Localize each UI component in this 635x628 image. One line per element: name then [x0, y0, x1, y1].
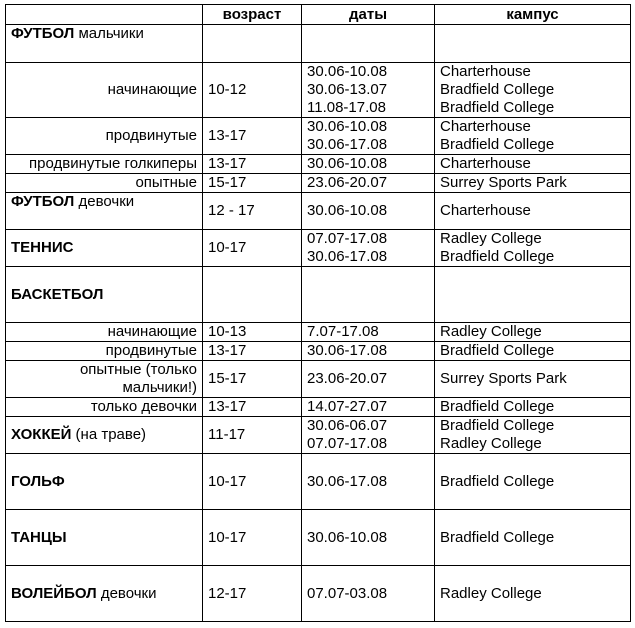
date-range: 23.06-20.07 [307, 370, 388, 387]
dates-cell [302, 342, 435, 361]
campus-cell [435, 510, 631, 566]
date-range: 07.07-03.08 [307, 584, 388, 602]
campus-name: Charterhouse [440, 63, 531, 80]
dates-cell [302, 566, 435, 622]
age-cell [203, 25, 302, 63]
table-row [6, 454, 631, 510]
dates-cell [302, 267, 435, 323]
date-range: 30.06-10.08 [307, 63, 388, 80]
campus-cell [435, 155, 631, 174]
sport-qualifier: (на траве) [71, 426, 147, 443]
level-cell: только девочки [6, 398, 203, 417]
level-label-line: опытные (только [79, 361, 197, 378]
sport-cell [6, 193, 203, 230]
header-row [6, 5, 631, 25]
table-row [6, 417, 631, 454]
header-age: возраст [203, 5, 302, 25]
age-cell: 12 - 17 [203, 193, 302, 230]
campus-name: Radley College [440, 435, 542, 452]
sport-qualifier: мальчики [74, 25, 144, 42]
table-row [6, 25, 631, 63]
dates-cell [302, 323, 435, 342]
date-range: 07.07-17.08 [307, 230, 388, 247]
date-range: 30.06-17.08 [307, 342, 388, 359]
dates-cell [302, 417, 435, 454]
sport-title: ФУТБОЛ [11, 193, 75, 210]
campus-cell [435, 323, 631, 342]
campus-cell [435, 361, 631, 398]
age-cell: 10-13 [203, 323, 302, 342]
dates-cell [302, 230, 435, 267]
sport-title: ТАНЦЫ [11, 528, 67, 546]
table-row [6, 155, 631, 174]
campus-cell [435, 342, 631, 361]
sport-cell [6, 230, 203, 267]
age-cell: 13-17 [203, 155, 302, 174]
dates-cell [302, 361, 435, 398]
date-range: 30.06-10.08 [307, 528, 388, 546]
campus-name: Bradfield College [440, 472, 555, 490]
level-cell [6, 361, 203, 398]
date-range: 30.06-13.07 [307, 81, 388, 98]
header-sport [6, 5, 203, 25]
date-range: 7.07-17.08 [307, 323, 379, 340]
age-cell: 10-17 [203, 230, 302, 267]
date-range: 30.06-10.08 [307, 118, 388, 135]
sport-title: ТЕННИС [11, 239, 74, 256]
date-range: 07.07-17.08 [307, 435, 388, 452]
campus-name: Bradfield College [440, 342, 555, 359]
campus-cell [435, 267, 631, 323]
header-dates: даты [302, 5, 435, 25]
age-cell: 10-17 [203, 454, 302, 510]
sport-qualifier: девочки [74, 193, 135, 210]
sports-schedule-table [5, 4, 631, 622]
table-row [6, 361, 631, 398]
dates-cell [302, 398, 435, 417]
level-cell: продвинутые [6, 342, 203, 361]
age-cell: 15-17 [203, 361, 302, 398]
dates-cell [302, 510, 435, 566]
sport-title: БАСКЕТБОЛ [11, 285, 104, 303]
table-row [6, 342, 631, 361]
age-cell: 13-17 [203, 398, 302, 417]
age-cell: 13-17 [203, 342, 302, 361]
table-row [6, 118, 631, 155]
level-cell: опытные [6, 174, 203, 193]
campus-name: Bradfield College [440, 248, 555, 265]
level-cell: начинающие [6, 323, 203, 342]
table-row [6, 510, 631, 566]
dates-cell [302, 174, 435, 193]
age-cell: 10-12 [203, 63, 302, 118]
campus-name: Bradfield College [440, 528, 555, 546]
campus-cell [435, 118, 631, 155]
date-range: 11.08-17.08 [307, 99, 386, 116]
table-row [6, 398, 631, 417]
dates-cell [302, 193, 435, 230]
level-cell: продвинутые [6, 118, 203, 155]
campus-name: Radley College [440, 323, 542, 340]
table-row [6, 193, 631, 230]
campus-cell [435, 193, 631, 230]
age-cell: 10-17 [203, 510, 302, 566]
campus-cell [435, 174, 631, 193]
sport-cell [6, 510, 203, 566]
dates-cell [302, 454, 435, 510]
sport-title: ГОЛЬФ [11, 472, 65, 490]
campus-name: Bradfield College [440, 398, 555, 415]
age-cell [203, 267, 302, 323]
sport-cell [6, 566, 203, 622]
sport-cell [6, 25, 203, 63]
sport-cell [6, 267, 203, 323]
sport-title: ВОЛЕЙБОЛ [11, 584, 97, 602]
campus-name: Bradfield College [440, 99, 555, 116]
campus-name: Radley College [440, 584, 542, 602]
campus-name: Bradfield College [440, 417, 555, 434]
date-range: 30.06-06.07 [307, 417, 388, 434]
campus-name: Charterhouse [440, 118, 531, 135]
age-cell: 11-17 [203, 417, 302, 454]
date-range: 23.06-20.07 [307, 174, 388, 191]
date-range: 14.07-27.07 [307, 398, 388, 415]
level-cell: продвинутые голкиперы [6, 155, 203, 174]
level-label-line: мальчики!) [122, 379, 197, 396]
table-row [6, 267, 631, 323]
campus-cell [435, 63, 631, 118]
campus-name: Bradfield College [440, 136, 555, 153]
campus-name: Charterhouse [440, 202, 531, 219]
sport-title: ХОККЕЙ [11, 426, 72, 443]
table-row [6, 323, 631, 342]
sport-cell [6, 417, 203, 454]
campus-cell [435, 230, 631, 267]
campus-cell [435, 566, 631, 622]
table-row [6, 174, 631, 193]
campus-name: Surrey Sports Park [440, 174, 567, 191]
table-row [6, 63, 631, 118]
age-cell: 13-17 [203, 118, 302, 155]
date-range: 30.06-17.08 [307, 248, 388, 265]
dates-cell [302, 118, 435, 155]
campus-cell [435, 454, 631, 510]
sport-qualifier: девочки [96, 584, 157, 602]
dates-cell [302, 25, 435, 63]
age-cell: 15-17 [203, 174, 302, 193]
date-range: 30.06-10.08 [307, 155, 388, 172]
table-row [6, 566, 631, 622]
campus-name: Charterhouse [440, 155, 531, 172]
campus-cell [435, 398, 631, 417]
campus-name: Bradfield College [440, 81, 555, 98]
date-range: 30.06-17.08 [307, 472, 388, 490]
table-row [6, 230, 631, 267]
sport-title: ФУТБОЛ [11, 25, 75, 42]
header-campus: кампус [435, 5, 631, 25]
date-range: 30.06-10.08 [307, 202, 388, 219]
campus-name: Surrey Sports Park [440, 370, 567, 387]
dates-cell [302, 155, 435, 174]
date-range: 30.06-17.08 [307, 136, 388, 153]
campus-cell [435, 417, 631, 454]
age-cell: 12-17 [203, 566, 302, 622]
level-cell: начинающие [6, 63, 203, 118]
dates-cell [302, 63, 435, 118]
sport-cell [6, 454, 203, 510]
campus-cell [435, 25, 631, 63]
campus-name: Radley College [440, 230, 542, 247]
